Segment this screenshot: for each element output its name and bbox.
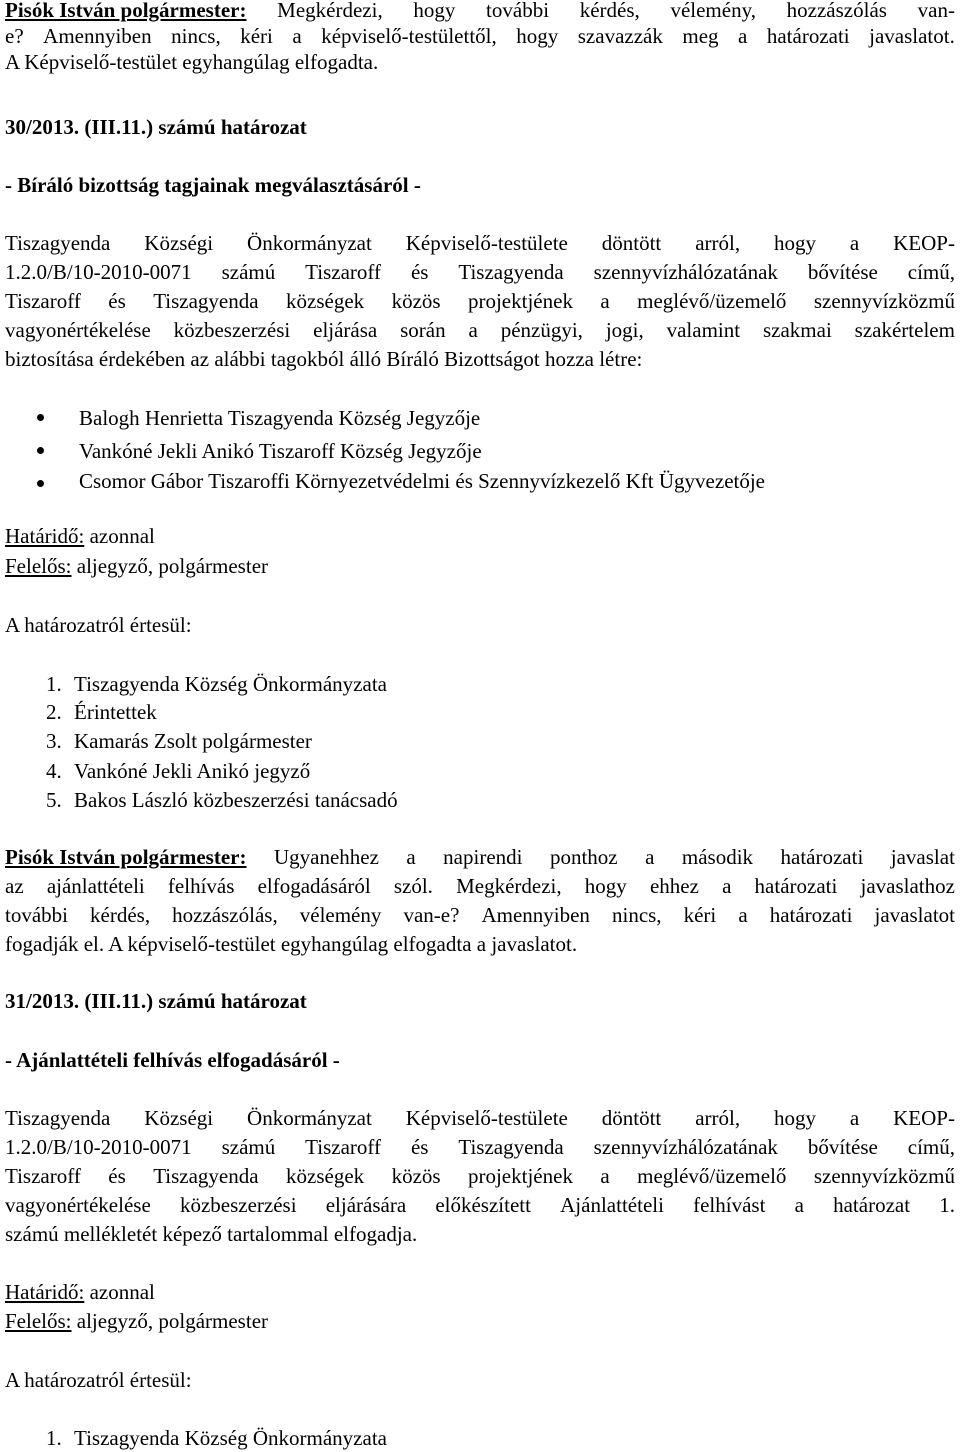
speaker-name: Pisók István polgármester: <box>5 0 247 22</box>
resolution-body-line: Tiszaroff és Tiszagyenda községek közös projektjének a meglévő/üzemelő szennyvízközmű <box>5 1164 955 1188</box>
resolution-body-line-last: számú mellékletét képező tartalommal elfogadja. <box>5 1222 418 1246</box>
deadline: Határidő: azonnal <box>5 1280 155 1304</box>
resolution-title: - Ajánlattételi felhívás elfogadásáról - <box>5 1048 340 1072</box>
intro-paragraph-line-1: Pisók István polgármester: Megkérdezi, hogy további kérdés, vélemény, hozzászólás van- <box>5 0 955 23</box>
notify-item: 3. Kamarás Zsolt polgármester <box>46 729 312 753</box>
notify-item: 4. Vankóné Jekli Anikó jegyző <box>46 759 311 783</box>
resolution-body-line: 1.2.0/B/10-2010-0071 számú Tiszaroff és Tiszagyenda szennyvízhálózatának bővítése című, <box>5 1135 955 1159</box>
member-item: Vankóné Jekli Anikó Tiszaroff Község Jegyzője <box>79 439 482 463</box>
resolution-body-line: 1.2.0/B/10-2010-0071 számú Tiszaroff és Tiszagyenda szennyvízhálózatának bővítése című, <box>5 260 955 284</box>
word-1: Tiszagyenda <box>5 231 111 255</box>
second-paragraph-line: az ajánlattételi felhívás elfogadásáról szól. Megkérdezi, hogy ehhez a határozati javaslathoz <box>5 874 955 898</box>
speaker-name: Pisók István polgármester: <box>5 845 247 869</box>
resolution-body-line: Tiszagyenda Községi Önkormányzat Képviselő-testülete döntött arról, hogy a KEOP- <box>5 1106 955 1130</box>
bullet-icon <box>37 480 44 487</box>
notify-heading: A határozatról értesül: <box>5 1368 192 1392</box>
resolution-body-line: vagyonértékelése közbeszerzési eljárására előkészített Ajánlattételi felhívást a határozat 1. <box>5 1193 955 1217</box>
member-item: Csomor Gábor Tiszaroffi Környezetvédelmi és Szennyvízkezelő Kft Ügyvezetője <box>79 469 766 493</box>
notify-item: 2. Érintettek <box>46 700 157 724</box>
resolution-body-line-last: biztosítása érdekében az alábbi tagokból álló Bíráló Bizottságot hozza létre: <box>5 347 643 371</box>
responsible: Felelős: aljegyző, polgármester <box>5 1309 269 1333</box>
resolution-body-line: Tiszagyenda Községi Önkormányzat Képviselő-testülete döntött arról, hogy a KEOP- <box>5 231 955 255</box>
resolution-body-line: Tiszaroff és Tiszagyenda községek közös projektjének a meglévő/üzemelő szennyvízközmű <box>5 289 955 313</box>
second-paragraph-line: további kérdés, hozzászólás, vélemény van-e? Amennyiben nincs, kéri a határozati javaslatot <box>5 903 955 927</box>
notify-item: 1. Tiszagyenda Község Önkormányzata <box>46 1426 387 1450</box>
notify-item: 5. Bakos László közbeszerzési tanácsadó <box>46 788 398 812</box>
resolution-body-line: vagyonértékelése közbeszerzési eljárása során a pénzügyi, jogi, valamint szakmai szakértelem <box>5 318 955 342</box>
resolution-number: 30/2013. (III.11.) számú határozat <box>5 115 307 139</box>
responsible: Felelős: aljegyző, polgármester <box>5 554 269 578</box>
intro-paragraph-line-3: A Képviselő-testület egyhangúlag elfogadta. <box>5 50 379 74</box>
bullet-icon <box>37 447 44 454</box>
bullet-icon <box>37 414 44 421</box>
second-paragraph-line-last: fogadják el. A képviselő-testület egyhangúlag elfogadta a javaslatot. <box>5 932 578 956</box>
notify-item: 1. Tiszagyenda Község Önkormányzata <box>46 672 387 696</box>
member-item: Balogh Henrietta Tiszagyenda Község Jegyzője <box>79 406 481 430</box>
intro-paragraph-line-2: e? Amennyiben nincs, kéri a képviselő-testülettől, hogy szavazzák meg a határozati javaslatot. <box>5 24 955 48</box>
resolution-title: - Bíráló bizottság tagjainak megválasztásáról - <box>5 173 421 197</box>
resolution-number: 31/2013. (III.11.) számú határozat <box>5 989 307 1013</box>
deadline: Határidő: azonnal <box>5 524 155 548</box>
second-paragraph-line-1: Pisók István polgármester: Ugyanehhez a napirendi ponthoz a második határozati javaslat <box>5 845 955 869</box>
notify-heading: A határozatról értesül: <box>5 613 192 637</box>
